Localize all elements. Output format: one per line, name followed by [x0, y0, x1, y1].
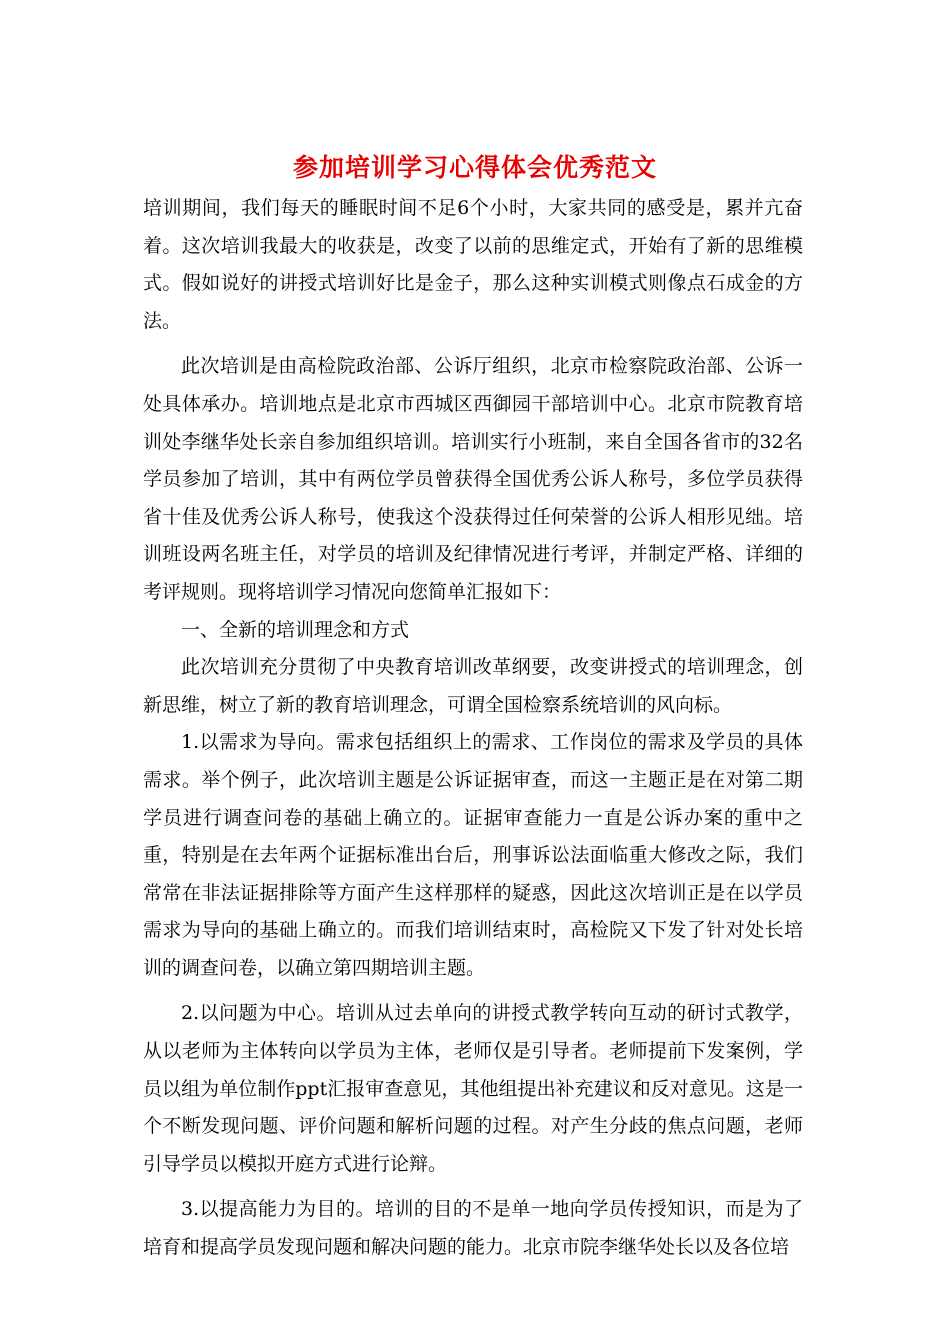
paragraph-training-concept: 此次培训充分贯彻了中央教育培训改革纲要，改变讲授式的培训理念，创新思维，树立了新的教育培训理念，可谓全国检察系统培训的风向标。: [143, 656, 803, 716]
document-body: [143, 190, 803, 1267]
document-title: 参加培训学习心得体会优秀范文: [292, 153, 657, 182]
paragraph-ability-goal: 3.以提高能力为目的。培训的目的不是单一地向学员传授知识，而是为了培育和提高学员发现问题和解决问题的能力。北京市院李继华处长以及各位培: [143, 1198, 803, 1259]
section-heading: 一、全新的培训理念和方式: [181, 618, 410, 641]
paragraph-problem-centered: 2.以问题为中心。培训从过去单向的讲授式教学转向互动的研讨式教学，从以老师为主体转向以学员为主体，老师仅是引导者。老师提前下发案例，学员以组为单位制作ppt汇报审查意见，其他组提出补充建议和反对意见。这是一个不断发现问题、评价问题和解析问题的过程。对产生分歧的焦点问题，老师引导学员以模拟开庭方式进行论辩。: [143, 1002, 803, 1175]
paragraph-organization: 此次培训是由高检院政治部、公诉厅组织，北京市检察院政治部、公诉一处具体承办。培训地点是北京市西城区西御园干部培训中心。北京市院教育培训处李继华处长亲自参加组织培训。培训实行小班制，来自全国各省市的32名学员参加了培训，其中有两位学员曾获得全国优秀公诉人称号，多位学员获得省十佳及优秀公诉人称号，使我这个没获得过任何荣誉的公诉人相形见绌。培训班设两名班主任，对学员的培训及纪律情况进行考评，并制定严格、详细的考评规则。现将培训学习情况向您简单汇报如下：: [143, 355, 803, 603]
paragraph-demand-oriented: 1.以需求为导向。需求包括组织上的需求、工作岗位的需求及学员的具体需求。举个例子，此次培训主题是公诉证据审查，而这一主题正是在对第二期学员进行调查问卷的基础上确立的。证据审查能力一直是公诉办案的重中之重，特别是在去年两个证据标准出台后，刑事诉讼法面临重大修改之际，我们常常在非法证据排除等方面产生这样那样的疑惑，因此这次培训正是在以学员需求为导向的基础上确立的。而我们培训结束时，高检院又下发了针对处长培训的调查问卷，以确立第四期培训主题。: [143, 731, 803, 979]
paragraph-intro: 培训期间，我们每天的睡眠时间不足6个小时，大家共同的感受是，累并亢奋着。这次培训我最大的收获是，改变了以前的思维定式，开始有了新的思维模式。假如说好的讲授式培训好比是金子，那么这种实训模式则像点石成金的方法。: [143, 197, 803, 332]
